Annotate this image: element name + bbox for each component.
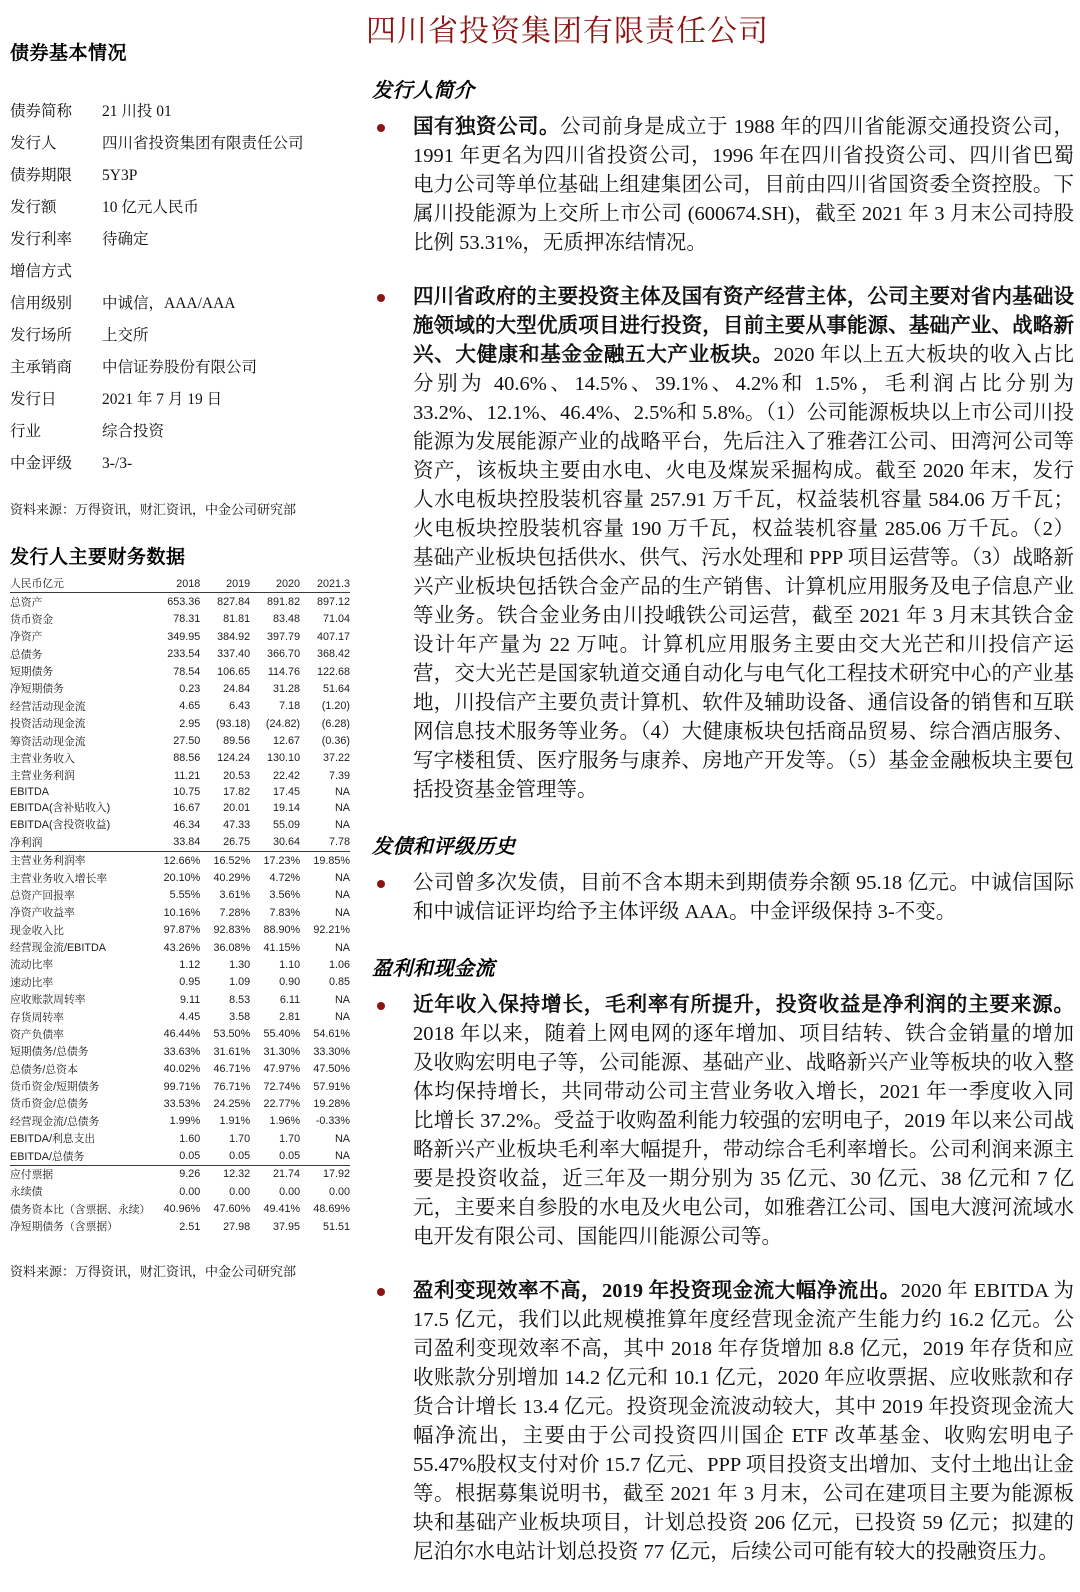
row-value: NA	[335, 801, 350, 814]
row-label: 总资产回报率	[10, 889, 75, 902]
row-label: 经营活动现金流	[10, 700, 86, 713]
bond-info-label: 发行额	[10, 199, 57, 216]
row-label: EBITDA(含补贴收入)	[10, 802, 111, 815]
row-label: 净资产收益率	[10, 907, 75, 920]
row-value: 19.28%	[313, 1097, 350, 1110]
row-value: 3.56%	[269, 889, 301, 902]
row-value: 47.33	[223, 818, 251, 831]
row-value: -0.33%	[315, 1115, 350, 1128]
row-value: 24.25%	[213, 1097, 251, 1110]
row-value: 31.30%	[263, 1045, 301, 1058]
table-row	[10, 1061, 350, 1078]
bond-info-row	[10, 103, 350, 121]
row-value: 1.70	[279, 1132, 301, 1145]
row-value: 7.83%	[269, 906, 301, 919]
bond-info-row	[10, 391, 350, 409]
main-content	[364, 6, 1074, 1592]
table-row	[10, 732, 350, 749]
bullet-icon	[377, 294, 385, 302]
row-label: 短期债务/总债务	[10, 1046, 89, 1059]
row-value: 72.74%	[263, 1080, 301, 1093]
row-value: 122.68	[316, 665, 350, 678]
row-value: 89.56	[223, 735, 251, 748]
row-value: 12.67	[273, 735, 301, 748]
financial-table-header	[10, 575, 350, 593]
row-value: 16.52%	[200, 852, 250, 870]
report-section	[364, 952, 1074, 1567]
row-value: 57.91%	[313, 1080, 350, 1093]
row-value: 99.71%	[163, 1080, 201, 1093]
row-value: 1.10	[279, 958, 301, 971]
financial-table	[10, 575, 350, 1235]
row-value: 55.40%	[263, 1028, 301, 1041]
row-value: 1.96%	[269, 1115, 301, 1128]
report-sections	[364, 74, 1074, 1567]
table-row	[10, 1078, 350, 1095]
row-value: 88.90%	[263, 924, 301, 937]
row-value: 54.61%	[313, 1028, 350, 1041]
row-label: 投资活动现金流	[10, 718, 86, 731]
row-label: 债务资本比（含票据、永续）	[10, 1203, 151, 1216]
left-column	[10, 38, 350, 1280]
bond-info-value: 上交所	[102, 327, 149, 344]
bond-info-label: 发行日	[10, 391, 57, 408]
row-label: 经营现金流/总债务	[10, 1115, 100, 1128]
table-row	[10, 1165, 350, 1183]
row-value: 37.22	[322, 752, 350, 765]
row-value: 81.81	[223, 613, 251, 626]
row-label: EBITDA/利息支出	[10, 1133, 96, 1146]
row-value: 124.24	[217, 752, 251, 765]
row-value: 130.10	[267, 752, 301, 765]
row-value: 3.58	[229, 1011, 251, 1024]
bond-info-label: 债券期限	[10, 167, 73, 184]
report-section	[364, 830, 1074, 927]
bond-info-value: 5Y3P	[102, 167, 138, 184]
row-value: 26.75	[223, 836, 251, 849]
row-label: EBITDA/总债务	[10, 1150, 85, 1163]
bond-info-value	[102, 263, 350, 281]
row-value: 10.75	[173, 785, 201, 798]
row-value: NA	[335, 785, 350, 798]
bond-info-label: 增信方式	[10, 263, 73, 280]
bond-info-row	[10, 135, 350, 153]
row-value: (1.20)	[321, 700, 350, 713]
row-value: 33.30%	[313, 1045, 350, 1058]
table-row	[10, 852, 350, 870]
row-value: 46.34	[173, 818, 201, 831]
row-value: 7.39	[328, 769, 350, 782]
bond-info-list	[10, 103, 350, 473]
row-value: 0.05	[179, 1150, 201, 1163]
row-label: EBITDA	[10, 785, 49, 798]
row-value: 43.26%	[163, 941, 201, 954]
row-value: 0.05	[279, 1150, 301, 1163]
row-value: 2.95	[179, 717, 201, 730]
row-value: 17.23%	[250, 852, 300, 870]
row-value: 19.85%	[300, 852, 350, 870]
row-value: 24.84	[223, 682, 251, 695]
row-value: 368.42	[316, 648, 350, 661]
table-row	[10, 593, 350, 611]
row-value: 4.65	[179, 700, 201, 713]
row-value: 7.18	[279, 700, 301, 713]
bond-info-row	[10, 199, 350, 217]
row-label: 净短期债务	[10, 683, 64, 696]
bond-info-value: 四川省投资集团有限责任公司	[102, 135, 304, 152]
row-value: NA	[335, 1132, 350, 1145]
row-value: 88.56	[173, 752, 201, 765]
row-label: 总债务	[10, 648, 43, 661]
row-value: 31.61%	[213, 1045, 251, 1058]
row-value: 1.30	[229, 958, 251, 971]
bond-info-value: 综合投资	[102, 423, 165, 440]
row-value: 0.00	[179, 1185, 201, 1198]
table-row	[10, 646, 350, 663]
table-row	[10, 680, 350, 697]
bullet-lead-text: 国有独资公司。	[413, 116, 561, 138]
bond-info-row	[10, 423, 350, 441]
row-label: 主营业务收入增长率	[10, 872, 108, 885]
table-row	[10, 750, 350, 767]
row-value: 0.85	[328, 976, 350, 989]
row-value: 0.23	[179, 682, 201, 695]
row-value: 4.45	[179, 1011, 201, 1024]
row-value: 12.32	[200, 1165, 250, 1183]
bond-info-label: 发行人	[10, 135, 57, 152]
row-value: (6.28)	[321, 717, 350, 730]
row-value: 0.95	[179, 976, 201, 989]
table-row	[10, 785, 350, 799]
table-row	[10, 663, 350, 680]
bullet-icon	[377, 124, 385, 132]
table-row	[10, 834, 350, 852]
row-label: 筹资活动现金流	[10, 735, 86, 748]
table-row	[10, 1026, 350, 1043]
row-value: 20.53	[223, 769, 251, 782]
row-value: (93.18)	[215, 717, 251, 730]
source-note-top: 资料来源：万得资讯，财汇资讯，中金公司研究部	[10, 502, 297, 517]
bond-info-row	[10, 327, 350, 345]
row-value: 33.84	[173, 836, 201, 849]
row-value: 47.97%	[263, 1063, 301, 1076]
row-value: 891.82	[267, 596, 301, 609]
row-label: 应付票据	[10, 1165, 150, 1183]
row-value: 337.40	[217, 648, 251, 661]
bond-info-value: 中信证券股份有限公司	[102, 359, 258, 376]
row-value: 0.00	[328, 1185, 350, 1198]
row-value: 20.10%	[163, 872, 201, 885]
row-value: 6.11	[279, 993, 301, 1006]
row-value: 1.06	[328, 958, 350, 971]
row-value: 97.87%	[163, 924, 201, 937]
bond-info-value: 2021 年 7 月 19 日	[102, 391, 223, 408]
row-label: 净短期债务（含票据）	[10, 1221, 118, 1234]
row-value: 40.96%	[163, 1203, 201, 1216]
row-value: 5.55%	[169, 889, 201, 902]
row-label: EBITDA(含投资收益)	[10, 819, 111, 832]
bond-basics-title: 债券基本情况	[10, 43, 128, 64]
row-value: 1.60	[179, 1132, 201, 1145]
row-value: 9.26	[150, 1165, 200, 1183]
bullet-lead-text: 四川省政府的主要投资主体及国有资产经营主体，公司主要对省内基础设施领域的大型优质项目进行投资，目前主要从事能源、基础产业、战略新兴、大健康和基金金融五大产业板块。	[413, 286, 1074, 366]
row-value: 653.36	[167, 596, 201, 609]
bullet-item: 四川省政府的主要投资主体及国有资产经营主体，公司主要对省内基础设施领域的大型优质项目进行投资，目前主要从事能源、基础产业、战略新兴、大健康和基金金融五大产业板块。2020 年以上五大板块的收入占比分别为 40.6%、14.5%、39.1%、4.2%和 1.5%，毛利润占比分别为 33.2%、12.1%、46.4%、2.5%和 5.8%。（1）公司能源板块以上市公司川投能源为发展能源产业的战略平台，先后注入了雅砻江公司、田湾河公司等资产，该板块主要由水电、火电及煤炭采掘构成。截至 2020 年末，发行人水电板块控股装机容量 257.91 万千瓦，权益装机容量 584.06 万千瓦；火电板块控股装机容量 190 万千瓦，权益装机容量 285.06 万千瓦。（2）基础产业板块包括供水、供气、污水处理和 PPP 项目运营等。（3）战略新兴产业板块包括铁合金产品的生产销售、计算机应用服务及电子信息产业等业务。铁合金业务由川投峨铁公司运营，截至 2021 年 3 月末其铁合金设计年产量为 22 万吨。计算机应用服务主要由交大光芒和川投信产运营，交大光芒是国家轨道交通自动化与电气化工程技术研究中心的产业基地，川投信产主要负责计算机、软件及辅助设备、通信设备的销售和互联网信息技术服务等业务。（4）大健康板块包括商品贸易、综合酒店服务、写字楼租赁、医疗服务与康养、房地产开发等。（5）基金金融板块主要包括投资基金管理等。	[364, 283, 1074, 805]
row-value: 40.29%	[213, 872, 251, 885]
row-value: 1.12	[179, 958, 201, 971]
bond-info-value: 中诚信，AAA/AAA	[102, 295, 236, 312]
row-value: 827.84	[217, 596, 251, 609]
bullet-list	[364, 113, 1074, 805]
row-value: 0.05	[229, 1150, 251, 1163]
row-value: 366.70	[267, 648, 301, 661]
row-value: (0.36)	[321, 735, 350, 748]
bond-info-value: 21 川投 01	[102, 103, 172, 120]
bullet-item: 近年收入保持增长，毛利率有所提升，投资收益是净利润的主要来源。2018 年以来，随着上网电网的逐年增加、项目结转、铁合金销量的增加及收购宏明电子等，公司能源、基础产业、战略新兴产业等板块的收入整体均保持增长，共同带动公司主营业务收入增长，2021 年一季度收入同比增长 37.2%。受益于收购盈利能力较强的宏明电子，2019 年以来公司战略新兴产业板块毛利率大幅提升，带动综合毛利率增长。公司利润来源主要是投资收益，近三年及一期分别为 35 亿元、30 亿元、38 亿元和 7 亿元，主要来自参股的水电及火电公司，如雅砻江公司、国电大渡河流域水电开发有限公司、国能四川能源公司等。	[364, 991, 1074, 1252]
report-section	[364, 74, 1074, 805]
table-row	[10, 1201, 350, 1218]
row-value: 11.21	[174, 769, 201, 782]
table-row	[10, 767, 350, 784]
row-value: NA	[335, 1150, 350, 1163]
table-row	[10, 1130, 350, 1147]
table-column-header: 2019	[200, 575, 250, 593]
row-value: NA	[335, 889, 350, 902]
bond-info-label: 发行场所	[10, 327, 73, 344]
row-label: 货币资金	[10, 613, 54, 626]
row-label: 主营业务收入	[10, 752, 75, 765]
financial-data-title: 发行人主要财务数据	[10, 547, 186, 568]
row-value: 33.53%	[163, 1097, 201, 1110]
row-value: 47.60%	[213, 1203, 251, 1216]
bond-info-row	[10, 359, 350, 377]
table-row	[10, 974, 350, 991]
row-value: 0.00	[279, 1185, 301, 1198]
table-row	[10, 1008, 350, 1025]
bullet-lead-text: 近年收入保持增长，毛利率有所提升，投资收益是净利润的主要来源。	[413, 994, 1074, 1016]
bond-info-label: 中金评级	[10, 455, 73, 472]
table-row	[10, 611, 350, 628]
row-value: 71.04	[322, 613, 350, 626]
row-value: 0.00	[229, 1185, 251, 1198]
row-label: 主营业务利润	[10, 770, 75, 783]
bullet-icon	[377, 880, 385, 888]
bullet-item: 盈利变现效率不高，2019 年投资现金流大幅净流出。2020 年 EBITDA 为 17.5 亿元，我们以此规模推算年度经营现金流产生能力约 16.2 亿元。公司盈利变现效率不高，其中 2018 年存货增加 8.8 亿元，2019 年存货和应收账款分别增加 14.2 亿元和 10.1 亿元，2020 年应收票据、应收账款和存货合计增长 13.4 亿元。投资现金流波动较大，其中 2019 年投资现金流大幅净流出，主要由于公司投资四川国企 ETF 改革基金、收购宏明电子 55.47%股权支付对价 15.7 亿元、PPP 项目投资支出增加、支付土地出让金等。根据募集说明书，截至 2021 年 3 月末，公司在建项目主要为能源板块和基础产业板块项目，计划总投资 206 亿元，已投资 59 亿元；拟建的尼泊尔水电站计划总投资 77 亿元，后续公司可能有较大的投融资压力。	[364, 1277, 1074, 1567]
table-row	[10, 799, 350, 816]
row-label: 经营现金流/EBITDA	[10, 942, 106, 955]
table-row	[10, 628, 350, 645]
source-note-bottom: 资料来源：万得资讯，财汇资讯，中金公司研究部	[10, 1264, 297, 1280]
row-value: 46.71%	[213, 1063, 251, 1076]
row-value: 37.95	[273, 1220, 301, 1233]
section-heading: 发债和评级历史	[372, 836, 516, 858]
bond-info-label: 债券简称	[10, 103, 73, 120]
row-value: 349.95	[167, 630, 201, 643]
bullet-list	[364, 991, 1074, 1567]
row-label: 货币资金/总债务	[10, 1098, 89, 1111]
row-value: NA	[335, 941, 350, 954]
table-row	[10, 1218, 350, 1235]
bond-info-row	[10, 231, 350, 249]
row-value: 31.28	[273, 682, 301, 695]
row-label: 现金收入比	[10, 924, 64, 937]
row-value: 233.54	[167, 648, 201, 661]
row-value: 1.09	[229, 976, 251, 989]
row-value: NA	[335, 872, 350, 885]
bond-info-value: 3-/3-	[102, 455, 133, 472]
row-value: 51.51	[322, 1220, 350, 1233]
row-value: 92.83%	[213, 924, 251, 937]
row-value: 30.64	[273, 836, 301, 849]
row-value: NA	[335, 993, 350, 1006]
section-heading: 盈利和现金流	[372, 958, 495, 980]
row-value: 1.91%	[219, 1115, 251, 1128]
table-row	[10, 904, 350, 921]
row-value: 114.76	[267, 665, 301, 678]
row-value: 53.50%	[213, 1028, 251, 1041]
row-label: 总债务/总资本	[10, 1063, 78, 1076]
section-heading: 发行人简介	[372, 80, 475, 102]
page-title: 四川省投资集团有限责任公司	[366, 15, 769, 48]
bond-info-label: 行业	[10, 423, 42, 440]
table-row	[10, 991, 350, 1008]
bullet-item: 公司曾多次发债，目前不含本期未到期债券余额 95.18 亿元。中诚信国际和中诚信证评均给予主体评级 AAA。中金评级保持 3-不变。	[364, 869, 1074, 927]
row-label: 净利润	[10, 836, 43, 849]
row-value: 17.82	[223, 785, 251, 798]
table-column-header: 人民币亿元	[10, 575, 150, 593]
table-row	[10, 887, 350, 904]
row-value: 2.51	[179, 1220, 201, 1233]
row-value: 22.77%	[263, 1097, 301, 1110]
bond-info-row	[10, 295, 350, 313]
row-label: 应收账款周转率	[10, 994, 86, 1007]
bullet-item: 国有独资公司。公司前身是成立于 1988 年的四川省能源交通投资公司，1991 年更名为四川省投资公司，1996 年在四川省投资公司、四川省巴蜀电力公司等单位基础上组建集团公司，目前由四川省国资委全资控股。下属川投能源为上交所上市公司 (600674.SH)，截至 2021 年 3 月末公司持股比例 53.31%，无质押冻结情况。	[364, 113, 1074, 258]
row-value: 83.48	[273, 613, 301, 626]
row-label: 货币资金/短期债务	[10, 1081, 100, 1094]
row-value: 55.09	[273, 818, 301, 831]
row-value: 78.54	[173, 665, 201, 678]
table-row	[10, 922, 350, 939]
table-row	[10, 715, 350, 732]
table-row	[10, 1113, 350, 1130]
row-value: 17.45	[273, 785, 301, 798]
row-value: 27.98	[223, 1220, 251, 1233]
table-row	[10, 1147, 350, 1165]
row-value: 9.11	[180, 993, 201, 1006]
bond-info-value: 10 亿元人民币	[102, 199, 199, 216]
row-value: 1.70	[229, 1132, 251, 1145]
row-value: 384.92	[217, 630, 251, 643]
bond-info-row	[10, 455, 350, 473]
row-value: 0.90	[279, 976, 301, 989]
row-value: 2.81	[279, 1011, 301, 1024]
row-value: 46.44%	[163, 1028, 201, 1041]
row-label: 净资产	[10, 631, 43, 644]
row-value: 76.71%	[213, 1080, 251, 1093]
row-value: 6.43	[229, 700, 251, 713]
row-label: 资产负债率	[10, 1028, 64, 1041]
row-value: 3.61%	[219, 889, 251, 902]
table-column-header: 2021.3	[300, 575, 350, 593]
row-value: 17.92	[300, 1165, 350, 1183]
row-label: 总资产	[10, 596, 43, 609]
bond-info-label: 信用级别	[10, 295, 73, 312]
row-value: 33.63%	[163, 1045, 201, 1058]
bond-info-row	[10, 263, 350, 281]
row-value: NA	[335, 818, 350, 831]
row-label: 速动比率	[10, 976, 54, 989]
row-label: 存货周转率	[10, 1011, 64, 1024]
table-row	[10, 956, 350, 973]
bullet-icon	[377, 1002, 385, 1010]
bond-info-row	[10, 167, 350, 185]
row-value: 49.41%	[263, 1203, 301, 1216]
row-value: 8.53	[229, 993, 251, 1006]
row-value: 92.21%	[313, 924, 350, 937]
bond-info-label: 主承销商	[10, 359, 73, 376]
row-label: 流动比率	[10, 959, 54, 972]
row-value: 897.12	[316, 596, 350, 609]
table-column-header: 2018	[150, 575, 200, 593]
row-value: 41.15%	[263, 941, 301, 954]
row-value: (24.82)	[265, 717, 301, 730]
table-row	[10, 1095, 350, 1112]
row-value: 40.02%	[163, 1063, 201, 1076]
bullet-lead-text: 盈利变现效率不高，2019 年投资现金流大幅净流出。	[413, 1280, 901, 1302]
row-value: 7.28%	[219, 906, 251, 919]
row-value: 51.64	[322, 682, 350, 695]
row-value: 19.14	[273, 801, 301, 814]
row-value: 106.65	[217, 665, 251, 678]
row-value: 36.08%	[213, 941, 251, 954]
table-row	[10, 1043, 350, 1060]
row-value: NA	[335, 1011, 350, 1024]
row-label: 主营业务利润率	[10, 852, 150, 870]
row-value: 78.31	[173, 613, 201, 626]
table-row	[10, 939, 350, 956]
bond-info-label: 发行利率	[10, 231, 73, 248]
row-value: 1.99%	[169, 1115, 201, 1128]
row-value: 47.50%	[313, 1063, 350, 1076]
row-label: 永续债	[10, 1186, 43, 1199]
row-value: 27.50	[173, 735, 201, 748]
table-row	[10, 869, 350, 886]
table-row	[10, 1183, 350, 1200]
row-value: 4.72%	[269, 872, 301, 885]
row-value: 20.01	[223, 801, 251, 814]
row-value: 21.74	[250, 1165, 300, 1183]
row-value: 12.66%	[150, 852, 200, 870]
bullet-icon	[377, 1288, 385, 1296]
row-value: 7.78	[328, 836, 350, 849]
table-column-header: 2020	[250, 575, 300, 593]
row-value: 48.69%	[313, 1203, 350, 1216]
row-value: 10.16%	[163, 906, 201, 919]
table-row	[10, 816, 350, 833]
row-label: 短期债务	[10, 666, 54, 679]
table-row	[10, 698, 350, 715]
bond-info-value: 待确定	[102, 231, 149, 248]
bullet-list	[364, 869, 1074, 927]
row-value: NA	[335, 906, 350, 919]
row-value: 22.42	[273, 769, 301, 782]
row-value: 397.79	[267, 630, 301, 643]
row-value: 16.67	[173, 801, 201, 814]
row-value: 407.17	[316, 630, 350, 643]
